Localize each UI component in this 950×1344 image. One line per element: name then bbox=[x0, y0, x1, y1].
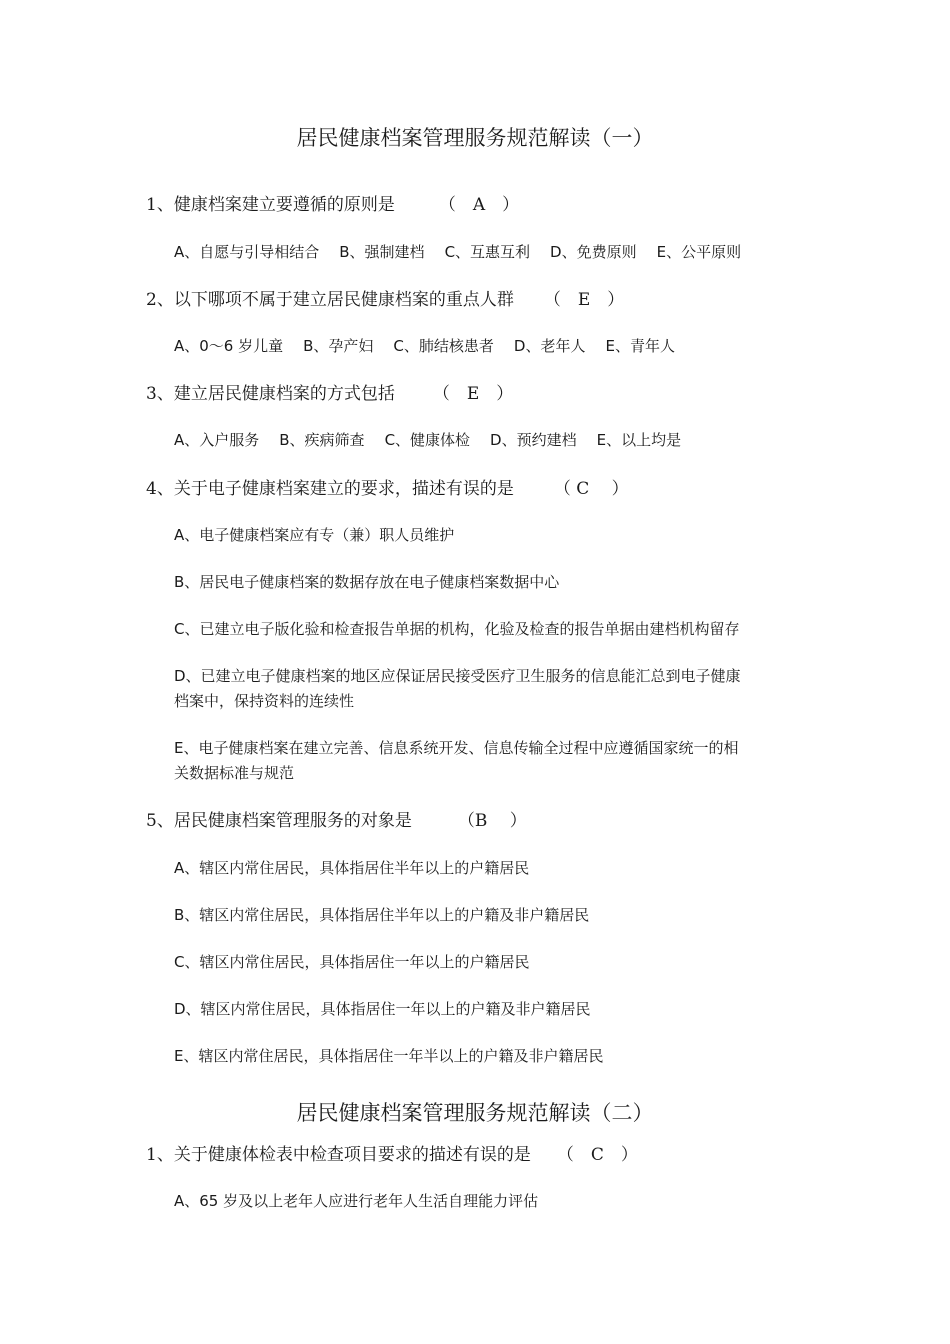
option-b: B、孕产妇 bbox=[303, 337, 374, 355]
question-1-options bbox=[174, 241, 741, 262]
question-4-option-c: C、已建立电子版化验和检查报告单据的机构，化验及检查的报告单据由建档机构留存 bbox=[174, 620, 740, 638]
option-d: D、免费原则 bbox=[550, 243, 637, 261]
question-answer: （B ） bbox=[457, 811, 527, 831]
question-answer: （ C ） bbox=[553, 479, 629, 499]
question-4 bbox=[146, 474, 629, 499]
section-2-title: 居民健康档案管理服务规范解读（二） bbox=[296, 1101, 654, 1125]
question-5-option-a: A、辖区内常住居民，具体指居住半年以上的户籍居民 bbox=[174, 859, 530, 877]
section-1-title: 居民健康档案管理服务规范解读（一） bbox=[296, 126, 654, 150]
option-e: E、以上均是 bbox=[596, 431, 682, 449]
question-number: 1、 bbox=[146, 1145, 174, 1165]
question-3-options bbox=[174, 429, 681, 450]
option-b: B、强制建档 bbox=[339, 243, 425, 261]
question-number: 5、 bbox=[146, 811, 174, 831]
question-answer: （ E ） bbox=[543, 290, 625, 310]
question-answer: （ C ） bbox=[556, 1145, 638, 1165]
option-e: E、青年人 bbox=[605, 337, 675, 355]
question-text: 关于电子健康档案建立的要求，描述有误的是 bbox=[173, 479, 514, 499]
option-a: A、自愿与引导相结合 bbox=[174, 243, 320, 261]
question-number: 3、 bbox=[146, 384, 174, 404]
question-number: 1、 bbox=[146, 195, 174, 215]
option-e: E、公平原则 bbox=[656, 243, 742, 261]
section-2-question-1 bbox=[146, 1140, 638, 1165]
option-c: C、肺结核患者 bbox=[393, 337, 494, 355]
section-2-question-1-option-a: A、65 岁及以上老年人应进行老年人生活自理能力评估 bbox=[174, 1192, 539, 1210]
question-number: 4、 bbox=[146, 479, 174, 499]
question-5-option-e: E、辖区内常住居民，具体指居住一年半以上的户籍及非户籍居民 bbox=[174, 1047, 604, 1065]
option-a: A、入户服务 bbox=[174, 431, 260, 449]
question-text: 关于健康体检表中检查项目要求的描述有误的是 bbox=[173, 1145, 531, 1165]
question-4-option-e-line-2: 关数据标准与规范 bbox=[174, 764, 295, 782]
question-5-option-c: C、辖区内常住居民，具体指居住一年以上的户籍居民 bbox=[174, 953, 530, 971]
question-4-option-a: A、电子健康档案应有专（兼）职人员维护 bbox=[174, 526, 455, 544]
question-text: 健康档案建立要遵循的原则是 bbox=[173, 195, 395, 215]
option-b: B、疾病筛查 bbox=[279, 431, 365, 449]
option-d: D、老年人 bbox=[513, 337, 586, 355]
question-3 bbox=[146, 379, 513, 404]
question-4-option-d-line-2: 档案中，保持资料的连续性 bbox=[174, 692, 355, 710]
option-c: C、健康体检 bbox=[384, 431, 471, 449]
option-d: D、预约建档 bbox=[490, 431, 577, 449]
question-answer: （ A ） bbox=[438, 195, 520, 215]
question-text: 以下哪项不属于建立居民健康档案的重点人群 bbox=[173, 290, 514, 310]
question-2-options bbox=[174, 335, 675, 356]
question-4-option-d-line-1: D、已建立电子健康档案的地区应保证居民接受医疗卫生服务的信息能汇总到电子健康 bbox=[174, 667, 741, 685]
option-c: C、互惠互利 bbox=[444, 243, 531, 261]
option-a: A、0～6 岁儿童 bbox=[174, 337, 284, 355]
question-2 bbox=[146, 285, 624, 310]
question-number: 2、 bbox=[146, 290, 174, 310]
question-1 bbox=[146, 190, 519, 215]
question-text: 居民健康档案管理服务的对象是 bbox=[173, 811, 412, 831]
question-5-option-b: B、辖区内常住居民，具体指居住半年以上的户籍及非户籍居民 bbox=[174, 906, 590, 924]
question-text: 建立居民健康档案的方式包括 bbox=[173, 384, 395, 404]
question-4-option-e-line-1: E、电子健康档案在建立完善、信息系统开发、信息传输全过程中应遵循国家统一的相 bbox=[174, 739, 739, 757]
question-5-option-d: D、辖区内常住居民，具体指居住一年以上的户籍及非户籍居民 bbox=[174, 1000, 591, 1018]
question-5 bbox=[146, 806, 527, 831]
question-answer: （ E ） bbox=[432, 384, 514, 404]
question-4-option-b: B、居民电子健康档案的数据存放在电子健康档案数据中心 bbox=[174, 573, 560, 591]
